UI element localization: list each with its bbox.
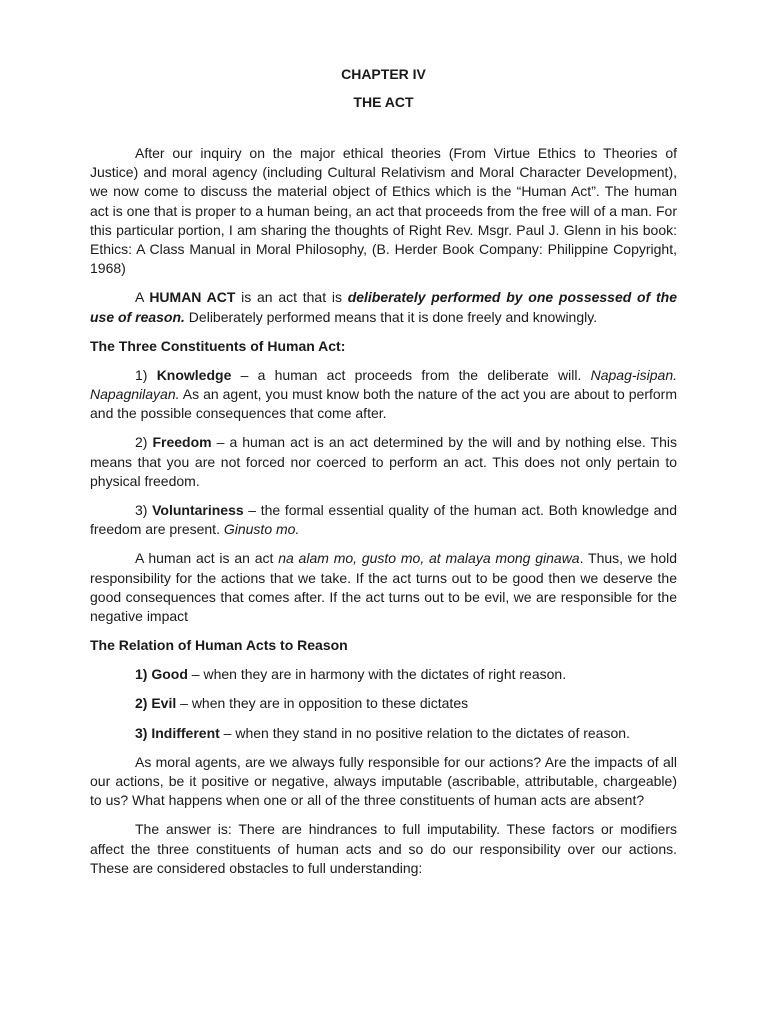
relation-good: 1) Good – when they are in harmony with the dictates of right reason. xyxy=(135,666,567,683)
question-paragraph: As moral agents, are we always fully responsible for our actions? Are the impacts of all our actions, be it positive or negative, always imputable (ascribable, attributable, chargeable) to us? What happens when one or all of the three constituents of human acts are absent? xyxy=(90,753,677,809)
relation-heading: The Relation of Human Acts to Reason xyxy=(90,637,348,654)
constituent-voluntariness: 3) Voluntariness – the formal essential quality of the human act. Both knowledge and freedom are present. Ginusto mo. xyxy=(90,502,677,538)
human-act-term: HUMAN ACT xyxy=(149,289,236,306)
definition-paragraph: A HUMAN ACT is an act that is deliberately performed by one possessed of the use of reason. Deliberately performed means that it is done freely and knowingly. xyxy=(90,289,677,325)
summary-paragraph: A human act is an act na alam mo, gusto mo, at malaya mong ginawa. Thus, we hold responsibility for the actions that we take. If the act turns out to be good then we deserve the good consequences that comes after. If the act turns out to be evil, we are responsible for the negative impact xyxy=(90,550,677,625)
answer-paragraph: The answer is: There are hindrances to full imputability. These factors or modifiers affect the three constituents of human acts and so do our responsibility over our actions. These are considered obstacles to full understanding: xyxy=(90,821,677,876)
intro-paragraph: After our inquiry on the major ethical theories (From Virtue Ethics to Theories of Justice) and moral agency (including Cultural Relativism and Moral Character Development), we now come to discuss the material object of Ethics which is the “Human Act”. The human act is one that is proper to a human being, an act that proceeds from the free will of a man. For this particular portion, I am sharing the thoughts of Right Rev. Msgr. Paul J. Glenn in his book: Ethics: A Class Manual in Moral Philosophy, (B. Herder Book Company: Philippine Copyright, 1968) xyxy=(90,145,677,277)
relation-indifferent: 3) Indifferent – when they stand in no positive relation to the dictates of reason. xyxy=(135,724,630,741)
constituent-freedom: 2) Freedom – a human act is an act determined by the will and by nothing else. This means that you are not forced nor coerced to perform an act. This does not only pertain to physical freedom. xyxy=(90,434,677,489)
chapter-heading: CHAPTER IV xyxy=(341,66,426,82)
definition-emphasis: deliberately performed by one possessed of the use of reason. xyxy=(90,289,677,325)
relation-evil: 2) Evil – when they are in opposition to these dictates xyxy=(135,695,469,712)
constituents-heading: The Three Constituents of Human Act: xyxy=(90,337,346,354)
chapter-title: THE ACT xyxy=(353,94,414,110)
constituent-knowledge: 1) Knowledge – a human act proceeds from the deliberate will. Napag-isipan. Napagnilayan. As an agent, you must know both the nature of the act you are about to perform and the possible consequences that come after. xyxy=(90,366,677,422)
